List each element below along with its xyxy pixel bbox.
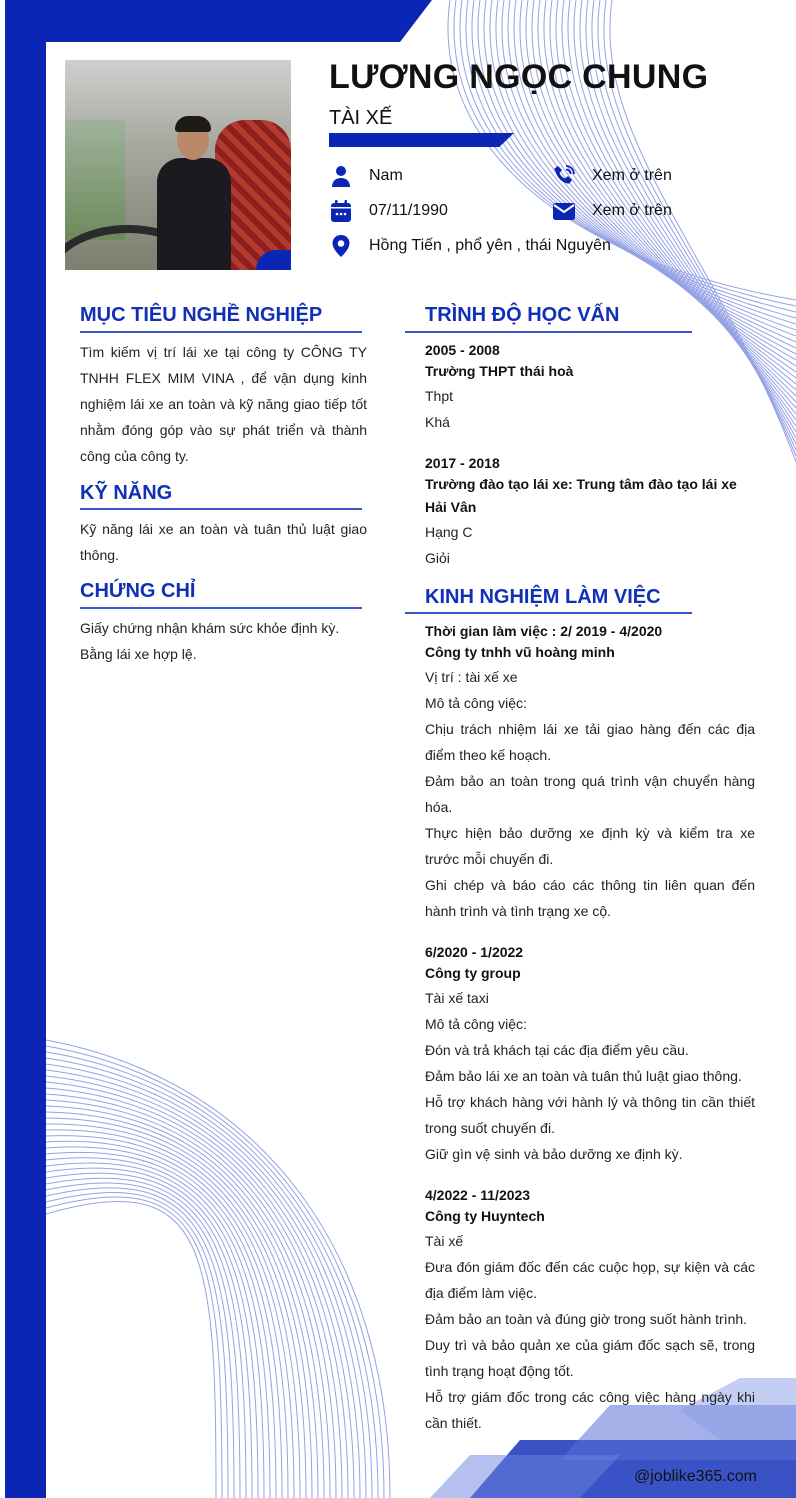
- experience-divider: [405, 612, 692, 614]
- education-school: Trường THPT thái hoà: [425, 363, 574, 379]
- phone-icon: [552, 164, 576, 188]
- education-divider: [405, 331, 692, 333]
- education-grade: Khá: [425, 414, 450, 430]
- experience-line: Chịu trách nhiệm lái xe tải giao hàng đến các địa điểm theo kế hoạch.: [425, 721, 755, 763]
- education-major: Thpt: [425, 388, 454, 404]
- gender-value: Nam: [369, 167, 403, 184]
- title-underline: [329, 133, 514, 147]
- objective-divider: [80, 331, 362, 333]
- education-school: Trường đào tạo lái xe: Trung tâm đào tạo lái xe Hải Vân: [425, 476, 737, 515]
- experience-line: Mô tả công việc:: [425, 695, 527, 711]
- objective-text: Tìm kiếm vị trí lái xe tại công ty CÔNG TY TNHH FLEX MIM VINA , để vận dụng kinh nghiệm lái xe an toàn và kỹ năng giao tiếp tốt nhằm đóng góp vào sự phát triển và thành công của công ty.: [80, 344, 367, 464]
- experience-company: Công ty Huyntech: [425, 1208, 545, 1224]
- experience-line: Vị trí : tài xế xe: [425, 669, 518, 685]
- experience-item: [425, 621, 755, 924]
- experience-line: Thực hiện bảo dưỡng xe định kỳ và kiểm tra xe trước mỗi chuyến đi.: [425, 825, 755, 867]
- experience-line: Đảm bảo lái xe an toàn và tuân thủ luật giao thông.: [425, 1068, 742, 1084]
- experience-line: Đảm bảo an toàn trong quá trình vận chuyển hàng hóa.: [425, 773, 755, 815]
- candidate-name: LƯƠNG NGỌC CHUNG: [329, 58, 709, 96]
- job-title: TÀI XẾ: [329, 107, 393, 129]
- skills-divider: [80, 508, 362, 510]
- address-value: Hồng Tiến , phổ yên , thái Nguyên: [369, 237, 611, 254]
- email-value: Xem ở trên: [592, 202, 672, 219]
- skills-heading: KỸ NĂNG: [80, 482, 173, 504]
- experience-company: Công ty group: [425, 965, 521, 981]
- experience-line: Ghi chép và báo cáo các thông tin liên quan đến hành trình và tình trạng xe cộ.: [425, 877, 755, 919]
- experience-line: Tài xế taxi: [425, 990, 489, 1006]
- experience-line: Đưa đón giám đốc đến các cuộc họp, sự kiện và các địa điểm làm việc.: [425, 1259, 755, 1301]
- experience-line: Giữ gìn vệ sinh và bảo dưỡng xe định kỳ.: [425, 1146, 683, 1162]
- experience-line: Duy trì và bảo quản xe của giám đốc sạch sẽ, trong tình trạng hoạt động tốt.: [425, 1337, 755, 1379]
- birthday-value: 07/11/1990: [369, 202, 448, 219]
- experience-item: [425, 1185, 755, 1436]
- certificate-item: Giấy chứng nhận khám sức khỏe định kỳ.: [80, 620, 340, 636]
- experience-line: Hỗ trợ khách hàng với hành lý và thông tin cần thiết trong suốt chuyến đi.: [425, 1094, 755, 1136]
- experience-line: Tài xế: [425, 1233, 464, 1249]
- objective-heading: MỤC TIÊU NGHỀ NGHIỆP: [80, 304, 323, 326]
- watermark-text: @joblike365.com: [634, 1468, 757, 1485]
- certificates-divider: [80, 607, 362, 609]
- experience-line: Hỗ trợ giám đốc trong các công việc hàng ngày khi cần thiết.: [425, 1389, 755, 1431]
- user-icon: [329, 164, 353, 188]
- experience-item: [425, 942, 755, 1167]
- phone-value: Xem ở trên: [592, 167, 672, 184]
- education-item: [425, 453, 755, 571]
- calendar-icon: [329, 199, 353, 223]
- certificate-item: Bằng lái xe hợp lệ.: [80, 646, 197, 662]
- experience-company: Công ty tnhh vũ hoàng minh: [425, 644, 615, 660]
- profile-photo: [65, 60, 291, 270]
- education-period: 2017 - 2018: [425, 455, 500, 471]
- experience-line: Mô tả công việc:: [425, 1016, 527, 1032]
- experience-line: Đón và trả khách tại các địa điểm yêu cầu.: [425, 1042, 689, 1058]
- education-item: [425, 340, 755, 435]
- skills-text: Kỹ năng lái xe an toàn và tuân thủ luật giao thông.: [80, 521, 367, 563]
- experience-period: Thời gian làm việc : 2/ 2019 - 4/2020: [425, 623, 663, 639]
- experience-heading: KINH NGHIỆM LÀM VIỆC: [425, 586, 661, 608]
- experience-period: 6/2020 - 1/2022: [425, 944, 524, 960]
- education-grade: Giỏi: [425, 550, 450, 566]
- experience-line: Đảm bảo an toàn và đúng giờ trong suốt hành trình.: [425, 1311, 748, 1327]
- education-heading: TRÌNH ĐỘ HỌC VẤN: [425, 304, 620, 326]
- location-pin-icon: [329, 234, 353, 258]
- education-period: 2005 - 2008: [425, 342, 500, 358]
- certificates-heading: CHỨNG CHỈ: [80, 580, 196, 602]
- education-major: Hạng C: [425, 524, 473, 540]
- envelope-icon: [552, 199, 576, 223]
- experience-period: 4/2022 - 11/2023: [425, 1187, 531, 1203]
- wave-lines-bottom: [46, 1040, 390, 1498]
